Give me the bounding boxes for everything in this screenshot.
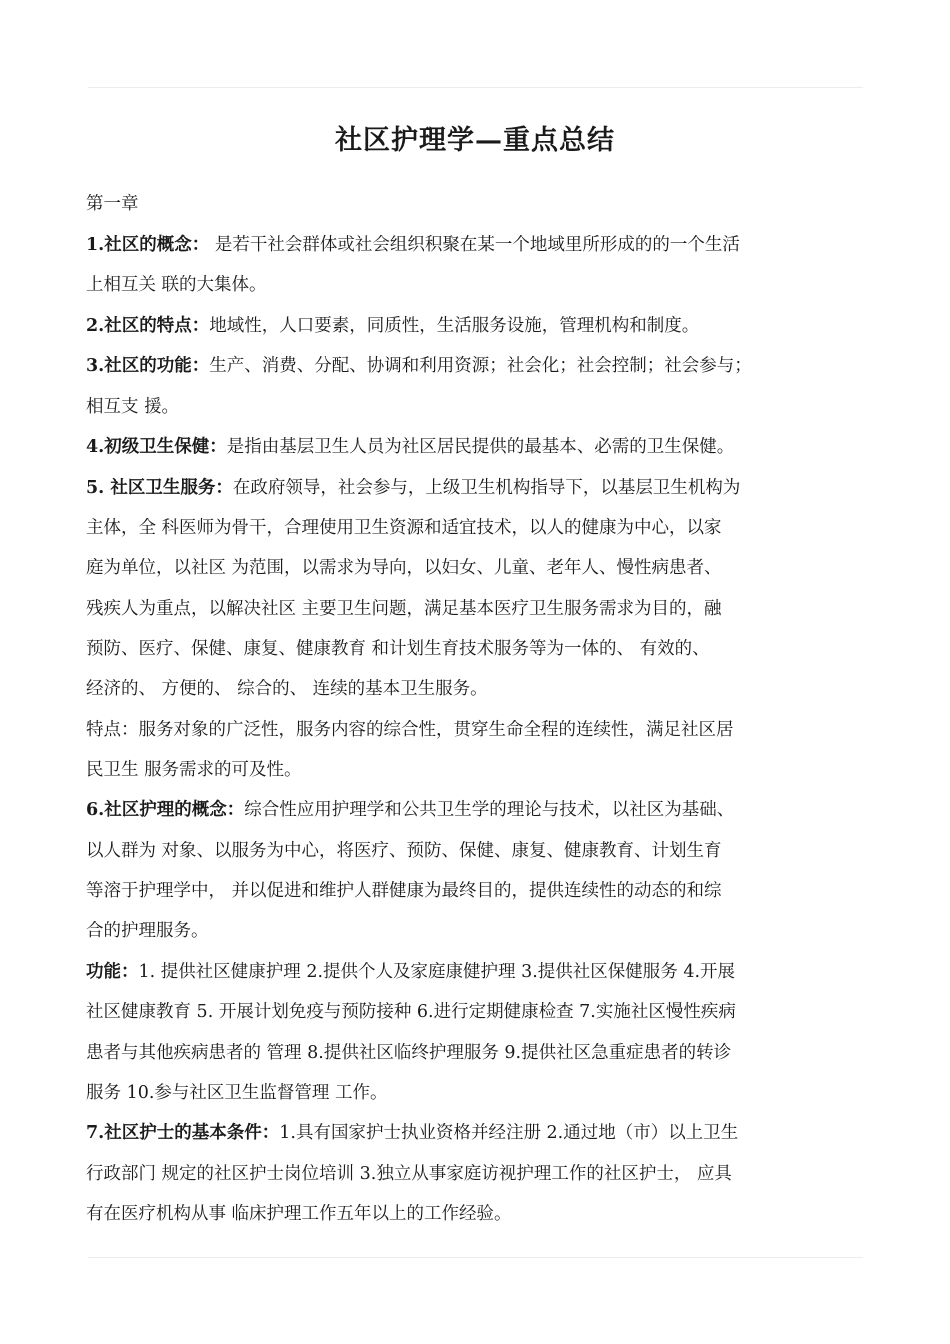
item-5-line-6: 经济的、 方便的、 综合的、 连续的基本卫生服务。 [86, 679, 488, 699]
top-divider [88, 87, 863, 88]
features-line-1: 特点：服务对象的广泛性，服务内容的综合性，贯穿生命全程的连续性，满足社区居 [86, 720, 734, 740]
item-7-line-2: 行政部门 规定的社区护士岗位培训 3.独立从事家庭访视护理工作的社区护士， 应具 [86, 1164, 732, 1184]
chapter-heading: 第一章 [86, 194, 139, 214]
item-5-line-1: 5. 社区卫生服务：在政府领导，社会参与，上级卫生机构指导下，以基层卫生机构为 [86, 478, 741, 498]
bottom-divider [88, 1257, 863, 1258]
item-1-line-1: 1.社区的概念： 是若干社会群体或社会组织积聚在某一个地域里所形成的的一个生活 [86, 235, 740, 255]
item-3-line-2: 相互支 援。 [86, 397, 180, 417]
item-7-head: 7.社区护士的基本条件： [86, 1123, 280, 1143]
functions-head: 功能： [86, 962, 139, 982]
functions-line-4: 服务 10.参与社区卫生监督管理 工作。 [86, 1083, 388, 1103]
item-3-head: 3.社区的功能： [86, 356, 210, 376]
item-1-line-2: 上相互关 联的大集体。 [86, 275, 267, 295]
item-2-line-1: 2.社区的特点：地域性，人口要素，同质性，生活服务设施，管理机构和制度。 [86, 316, 700, 336]
item-2-head: 2.社区的特点： [86, 316, 210, 336]
item-6-line-2: 以人群为 对象、以服务为中心，将医疗、预防、保健、康复、健康教育、计划生育 [86, 841, 722, 861]
item-5-line-4: 残疾人为重点，以解决社区 主要卫生问题，满足基本医疗卫生服务需求为目的，融 [86, 599, 722, 619]
item-6-line-4: 合的护理服务。 [86, 921, 209, 941]
item-4-line-1: 4.初级卫生保健：是指由基层卫生人员为社区居民提供的最基本、必需的卫生保健。 [86, 437, 735, 457]
item-1-head: 1.社区的概念： [86, 235, 210, 255]
item-5-line-5: 预防、医疗、保健、康复、健康教育 和计划生育技术服务等为一体的、 有效的、 [86, 639, 710, 659]
page-title: 社区护理学—重点总结 [335, 125, 615, 156]
functions-line-1: 功能：1. 提供社区健康护理 2.提供个人及家庭康健护理 3.提供社区保健服务 4.开展 [86, 962, 736, 982]
item-6-head: 6.社区护理的概念： [86, 800, 245, 820]
item-4-head: 4.初级卫生保健： [86, 437, 227, 457]
item-3-line-1: 3.社区的功能：生产、消费、分配、协调和利用资源；社会化；社会控制；社会参与； [86, 356, 752, 376]
item-5-line-2: 主体，全 科医师为骨干，合理使用卫生资源和适宜技术，以人的健康为中心，以家 [86, 518, 722, 538]
functions-line-2: 社区健康教育 5. 开展计划免疫与预防接种 6.进行定期健康检查 7.实施社区慢性疾病 [86, 1002, 736, 1022]
features-line-2: 民卫生 服务需求的可及性。 [86, 760, 302, 780]
item-5-line-3: 庭为单位，以社区 为范围，以需求为导向，以妇女、儿童、老年人、慢性病患者、 [86, 558, 722, 578]
functions-line-3: 患者与其他疾病患者的 管理 8.提供社区临终护理服务 9.提供社区急重症患者的转诊 [86, 1043, 732, 1063]
item-6-line-3: 等溶于护理学中， 并以促进和维护人群健康为最终目的，提供连续性的动态的和综 [86, 881, 722, 901]
item-7-line-1: 7.社区护士的基本条件：1.具有国家护士执业资格并经注册 2.通过地（市）以上卫生 [86, 1123, 739, 1143]
item-6-line-1: 6.社区护理的概念：综合性应用护理学和公共卫生学的理论与技术，以社区为基础、 [86, 800, 735, 820]
item-5-head: 5. 社区卫生服务： [86, 478, 233, 498]
item-7-line-3: 有在医疗机构从事 临床护理工作五年以上的工作经验。 [86, 1204, 512, 1224]
